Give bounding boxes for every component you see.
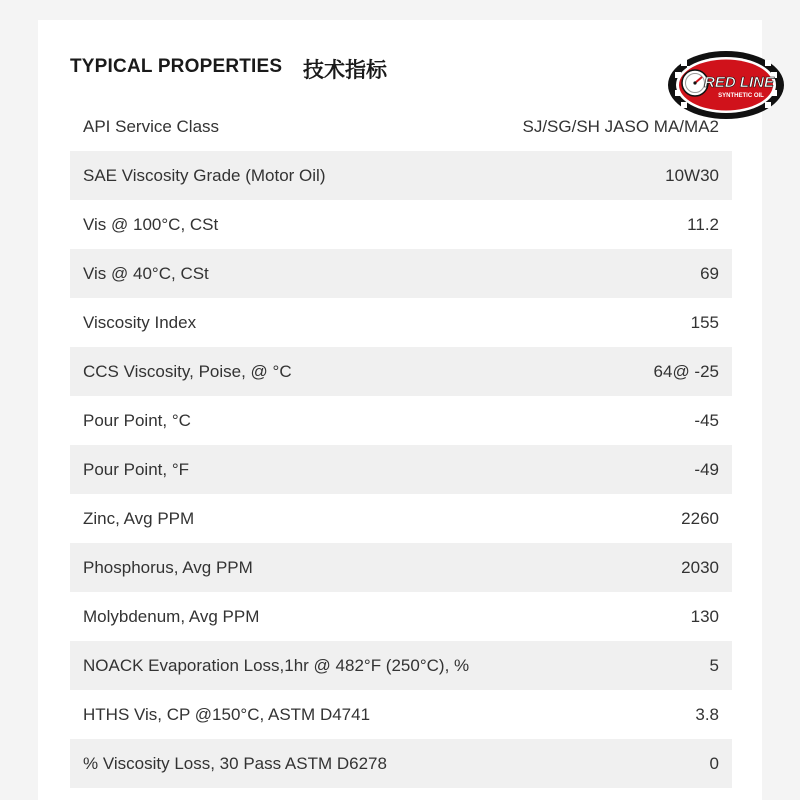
table-row <box>70 690 732 739</box>
table-row <box>70 347 732 396</box>
property-value: 11.2 <box>687 214 719 234</box>
table-row <box>70 249 732 298</box>
property-label: Viscosity Index <box>83 312 197 332</box>
property-label: CCS Viscosity, Poise, @ °C <box>83 361 292 381</box>
property-label: % Viscosity Loss, 30 Pass ASTM D6278 <box>83 753 387 773</box>
table-row <box>70 592 732 641</box>
properties-card <box>38 20 775 800</box>
property-value: 130 <box>690 606 719 626</box>
properties-table <box>70 102 732 788</box>
property-label: SAE Viscosity Grade (Motor Oil) <box>83 165 326 185</box>
table-row <box>70 543 732 592</box>
property-value: -45 <box>694 410 719 430</box>
property-value: SJ/SG/SH JASO MA/MA2 <box>522 116 719 136</box>
property-label: Zinc, Avg PPM <box>83 508 195 528</box>
table-row <box>70 396 732 445</box>
property-label: Vis @ 100°C, CSt <box>83 214 219 234</box>
header <box>70 50 775 100</box>
property-value: 155 <box>690 312 719 332</box>
table-row <box>70 151 732 200</box>
property-label: HTHS Vis, CP @150°C, ASTM D4741 <box>83 704 371 724</box>
property-label: API Service Class <box>83 116 220 136</box>
table-row <box>70 494 732 543</box>
property-value: -49 <box>694 459 719 479</box>
property-label: Vis @ 40°C, CSt <box>83 263 209 283</box>
table-row <box>70 200 732 249</box>
table-row <box>70 102 732 151</box>
table-row <box>70 445 732 494</box>
page-title-chinese: 技术指标 <box>303 58 387 82</box>
table-row <box>70 641 732 690</box>
property-label: Phosphorus, Avg PPM <box>83 557 253 577</box>
svg-text:SYNTHETIC OIL: SYNTHETIC OIL <box>718 93 764 99</box>
property-value: 64@ -25 <box>653 361 719 381</box>
property-label: Molybdenum, Avg PPM <box>83 606 260 626</box>
property-label: Pour Point, °F <box>83 459 190 479</box>
property-value: 2260 <box>681 508 719 528</box>
property-value: 0 <box>709 753 719 773</box>
page-title: TYPICAL PROPERTIES <box>70 56 283 77</box>
svg-text:RED LINE: RED LINE <box>703 74 775 91</box>
property-value: 3.8 <box>695 704 719 724</box>
property-value: 10W30 <box>665 165 719 185</box>
property-value: 69 <box>700 263 719 283</box>
property-label: NOACK Evaporation Loss,1hr @ 482°F (250°C), % <box>83 655 470 675</box>
property-label: Pour Point, °C <box>83 410 191 430</box>
table-row <box>70 739 732 788</box>
property-value: 2030 <box>681 557 719 577</box>
table-row <box>70 298 732 347</box>
property-value: 5 <box>709 655 719 675</box>
